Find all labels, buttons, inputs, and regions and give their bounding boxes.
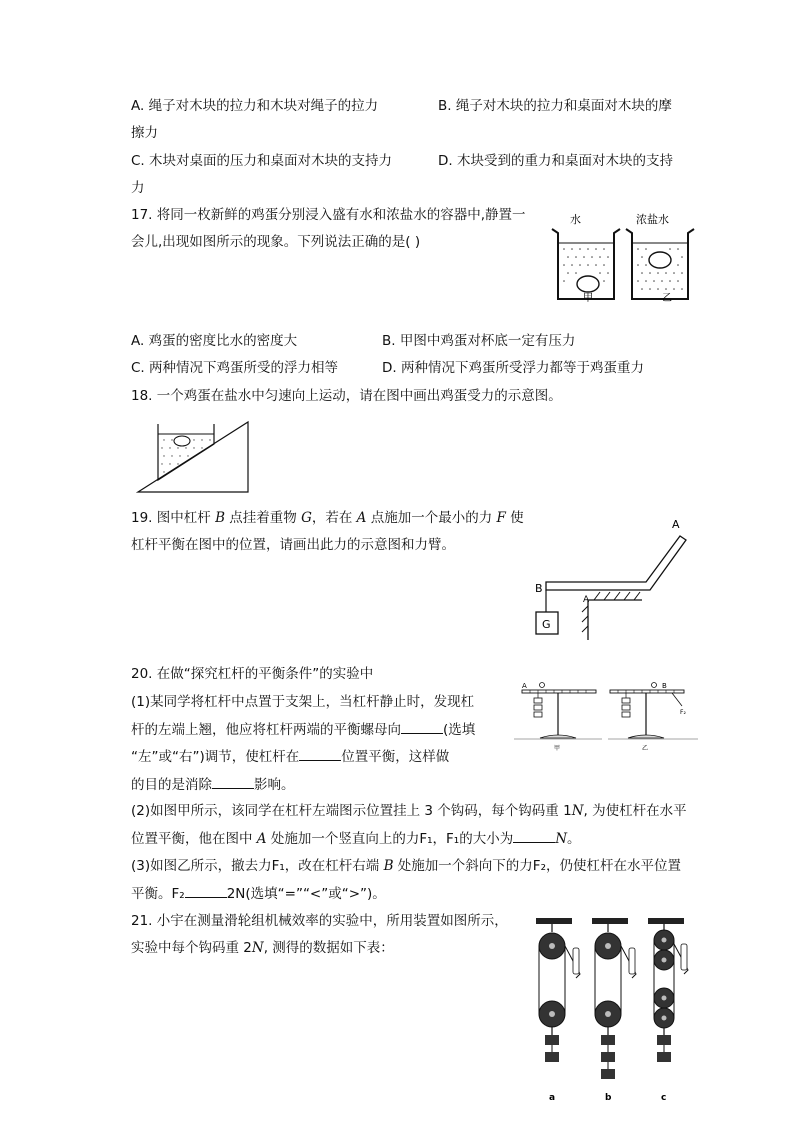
q20-label-a: A [522,682,527,690]
q20-part2-line1: (2)如图甲所示，该同学在杠杆左端图示位置挂上 3 个钩码，每个钩码重 1N, 为使杠杆在水平 [131,803,687,819]
q21-stem-1: 21. 小宇在测量滑轮组机械效率的实验中，所用装置如图所示， [131,913,508,929]
q18-stem: 18. 一个鸡蛋在盐水中匀速向上运动，请在图中画出鸡蛋受力的示意图。 [131,388,562,404]
q19-stem-2: 杠杆平衡在图中的位置，请画出此力的示意图和力臂。 [131,537,455,553]
q19-stem-1: 19. 图中杠杆 B 点挂着重物 G，若在 A 点施加一个最小的力 F 使 [131,510,524,526]
q16-option-b: B. 绳子对木块的拉力和桌面对木块的摩 [438,98,672,114]
q16-option-b-cont: 擦力 [131,125,158,141]
q21-pulley-figure [530,914,702,1106]
q19-label-b: B [535,582,543,595]
q17-option-c: C. 两种情况下鸡蛋所受的浮力相等 [131,360,339,376]
q20-blank-4[interactable] [513,828,555,843]
q20-part2-line2: 位置平衡，他在图中 A 处施加一个竖直向上的力F₁，F₁的大小为 N。 [131,828,581,849]
q21-label-c: c [661,1093,667,1103]
q20-blank-1[interactable] [401,719,443,734]
q19-label-a: A [672,518,680,531]
q20-part1-line4: 的目的是消除 影响。 [131,774,295,795]
q19-label-g: G [542,618,551,631]
q20-part1-line1: (1)某同学将杠杆中点置于支架上，当杠杆静止时，发现杠 [131,694,475,710]
q17-label-jia: 甲 [583,293,593,304]
q17-option-a: A. 鸡蛋的密度比水的密度大 [131,333,298,349]
q21-label-b: b [605,1093,612,1103]
q18-egg [174,436,190,446]
q20-part3-line1: (3)如图乙所示，撤去力F₁，改在杠杆右端 B 处施加一个斜向下的力F₂，仍使杠杆在水平位置 [131,858,681,874]
q18-incline-figure [136,414,256,496]
q19-lever-figure [530,514,700,640]
q17-option-b: B. 甲图中鸡蛋对杯底一定有压力 [382,333,576,349]
q19-label-fulcrum-a: A [583,595,590,605]
q16-option-d: D. 木块受到的重力和桌面对木块的支持 [438,153,673,169]
q20-part1-line3: “左”或“右”)调节，使杠杆在 位置平衡，这样做 [131,746,449,767]
q17-stem-1: 17. 将同一枚新鲜的鸡蛋分别浸入盛有水和浓盐水的容器中,静置一 [131,207,526,223]
q17-egg-2 [649,252,671,268]
q17-label-yi: 乙 [662,293,672,304]
q16-option-a: A. 绳子对木块的拉力和木块对绳子的拉力 [131,98,379,114]
q16-option-d-cont: 力 [131,180,145,196]
q17-label-water: 水 [570,213,581,226]
q20-stem: 20. 在做“探究杠杆的平衡条件”的实验中 [131,666,374,682]
q20-label-b: B [662,682,667,690]
q20-part3-line2: 平衡。F₂ 2N(选填“=”“<”或“>”)。 [131,883,386,904]
q17-beakers-figure [548,205,696,305]
q17-stem-2: 会儿,出现如图所示的现象。下列说法正确的是( ) [131,234,421,250]
q20-blank-5[interactable] [185,883,227,898]
q16-option-c: C. 木块对桌面的压力和桌面对木块的支持力 [131,153,393,169]
q20-label-yi: 乙 [642,745,649,752]
q17-label-brine: 浓盐水 [636,213,669,226]
q20-label-jia: 甲 [554,745,561,752]
q21-label-a: a [549,1093,556,1103]
q20-part1-line2: 杆的左端上翘，他应将杠杆两端的平衡螺母向 (选填 [131,719,475,740]
q20-label-f2: F₂ [680,709,686,716]
q20-lever-experiment-figure [512,676,702,756]
q17-option-d: D. 两种情况下鸡蛋所受浮力都等于鸡蛋重力 [382,360,644,376]
q17-egg-1 [577,276,599,292]
q21-stem-2: 实验中每个钩码重 2N, 测得的数据如下表： [131,940,394,956]
q20-blank-3[interactable] [212,774,254,789]
q20-blank-2[interactable] [299,746,341,761]
